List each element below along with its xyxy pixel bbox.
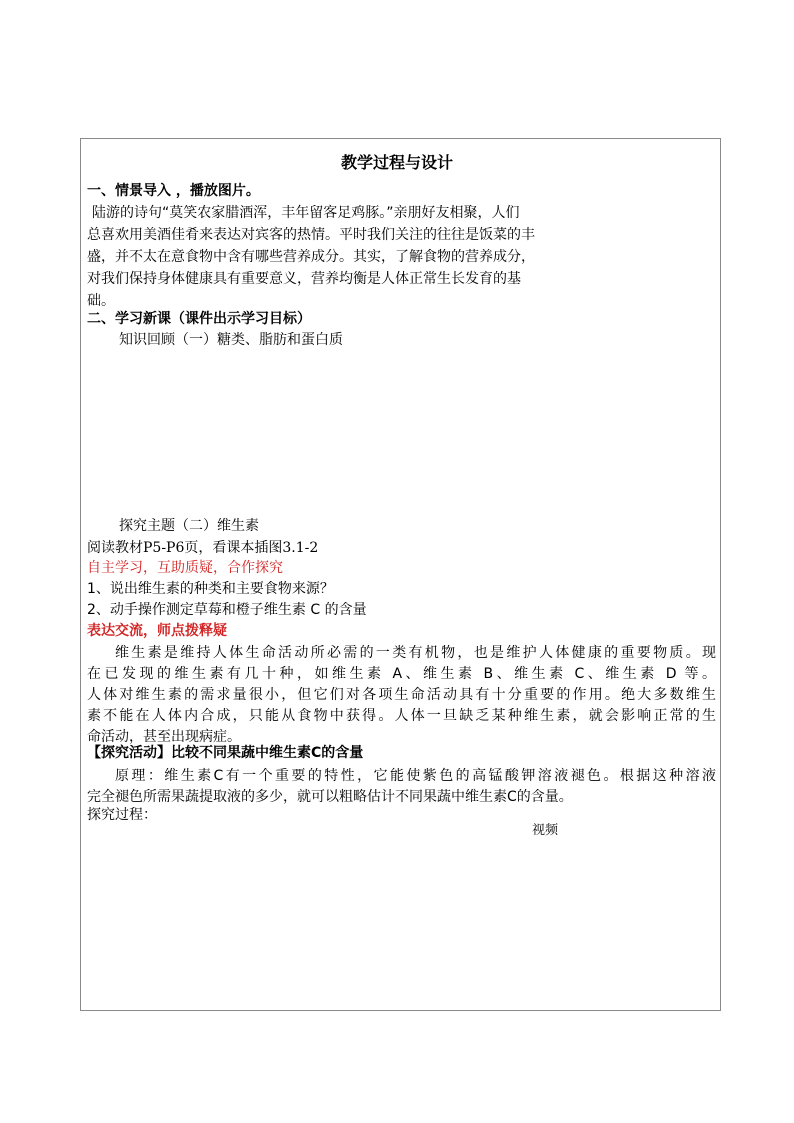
vitamin-para-line-4: 素不能在人体内合成，只能从食物中获得。人体一旦缺乏某种维生素，就会影响正常的生 bbox=[87, 708, 716, 724]
topic-2-heading: 探究主题（二）维生素 bbox=[119, 518, 259, 534]
self-study-heading: 自主学习，互助质疑，合作探究 bbox=[87, 560, 283, 576]
principle-line-1: 原理：维生素C有一个重要的特性，它能使紫色的高锰酸钾溶液褪色。根据这种溶液 bbox=[115, 768, 716, 784]
intro-line-1: 陆游的诗句“莫笑农家腊酒浑，丰年留客足鸡豚。”亲朋好友相聚，人们 bbox=[92, 205, 520, 221]
section-2-heading: 二、学习新课（课件出示学习目标） bbox=[87, 311, 311, 327]
vitamin-para-line-3: 人体对维生素的需求量很小，但它们对各项生命活动具有十分重要的作用。绝大多数维生 bbox=[87, 687, 716, 703]
vitamin-para-line-1: 维生素是维持人体生命活动所必需的一类有机物，也是维护人体健康的重要物质。现 bbox=[115, 645, 716, 661]
activity-heading: 【探究活动】比较不同果蔬中维生素C的含量 bbox=[87, 745, 364, 761]
vitamin-para-line-5: 命活动，甚至出现病症。 bbox=[87, 729, 241, 745]
section-1-heading: 一、情景导入 ，播放图片。 bbox=[87, 183, 260, 199]
reading-instruction: 阅读教材P5-P6页，看课本插图3.1-2 bbox=[87, 540, 319, 556]
intro-line-4: 对我们保持身体健康具有重要意义，营养均衡是人体正常生长发育的基 bbox=[87, 271, 521, 287]
question-1: 1、说出维生素的种类和主要食物来源？ bbox=[87, 581, 334, 597]
intro-line-2: 总喜欢用美酒佳肴来表达对宾客的热情。平时我们关注的往往是饭菜的丰 bbox=[87, 227, 535, 243]
exchange-heading: 表达交流，师点拨释疑 bbox=[87, 623, 227, 639]
page-title: 教学过程与设计 bbox=[340, 153, 453, 172]
principle-line-2: 完全褪色所需果蔬提取液的多少，就可以粗略估计不同果蔬中维生素C的含量。 bbox=[87, 789, 573, 805]
vitamin-para-line-2: 在已发现的维生素有几十种，如维生素 A、维生素 B、维生素 C、维生素 D 等。 bbox=[87, 666, 716, 682]
video-label: 视频 bbox=[532, 823, 559, 838]
intro-line-5: 础。 bbox=[87, 293, 115, 309]
process-label: 探究过程： bbox=[87, 807, 157, 823]
intro-line-3: 盛，并不太在意食物中含有哪些营养成分。其实，了解食物的营养成分， bbox=[87, 249, 535, 265]
question-2: 2、动手操作测定草莓和橙子维生素 C 的含量 bbox=[87, 602, 367, 618]
knowledge-review: 知识回顾（一）糖类、脂肪和蛋白质 bbox=[119, 332, 343, 348]
